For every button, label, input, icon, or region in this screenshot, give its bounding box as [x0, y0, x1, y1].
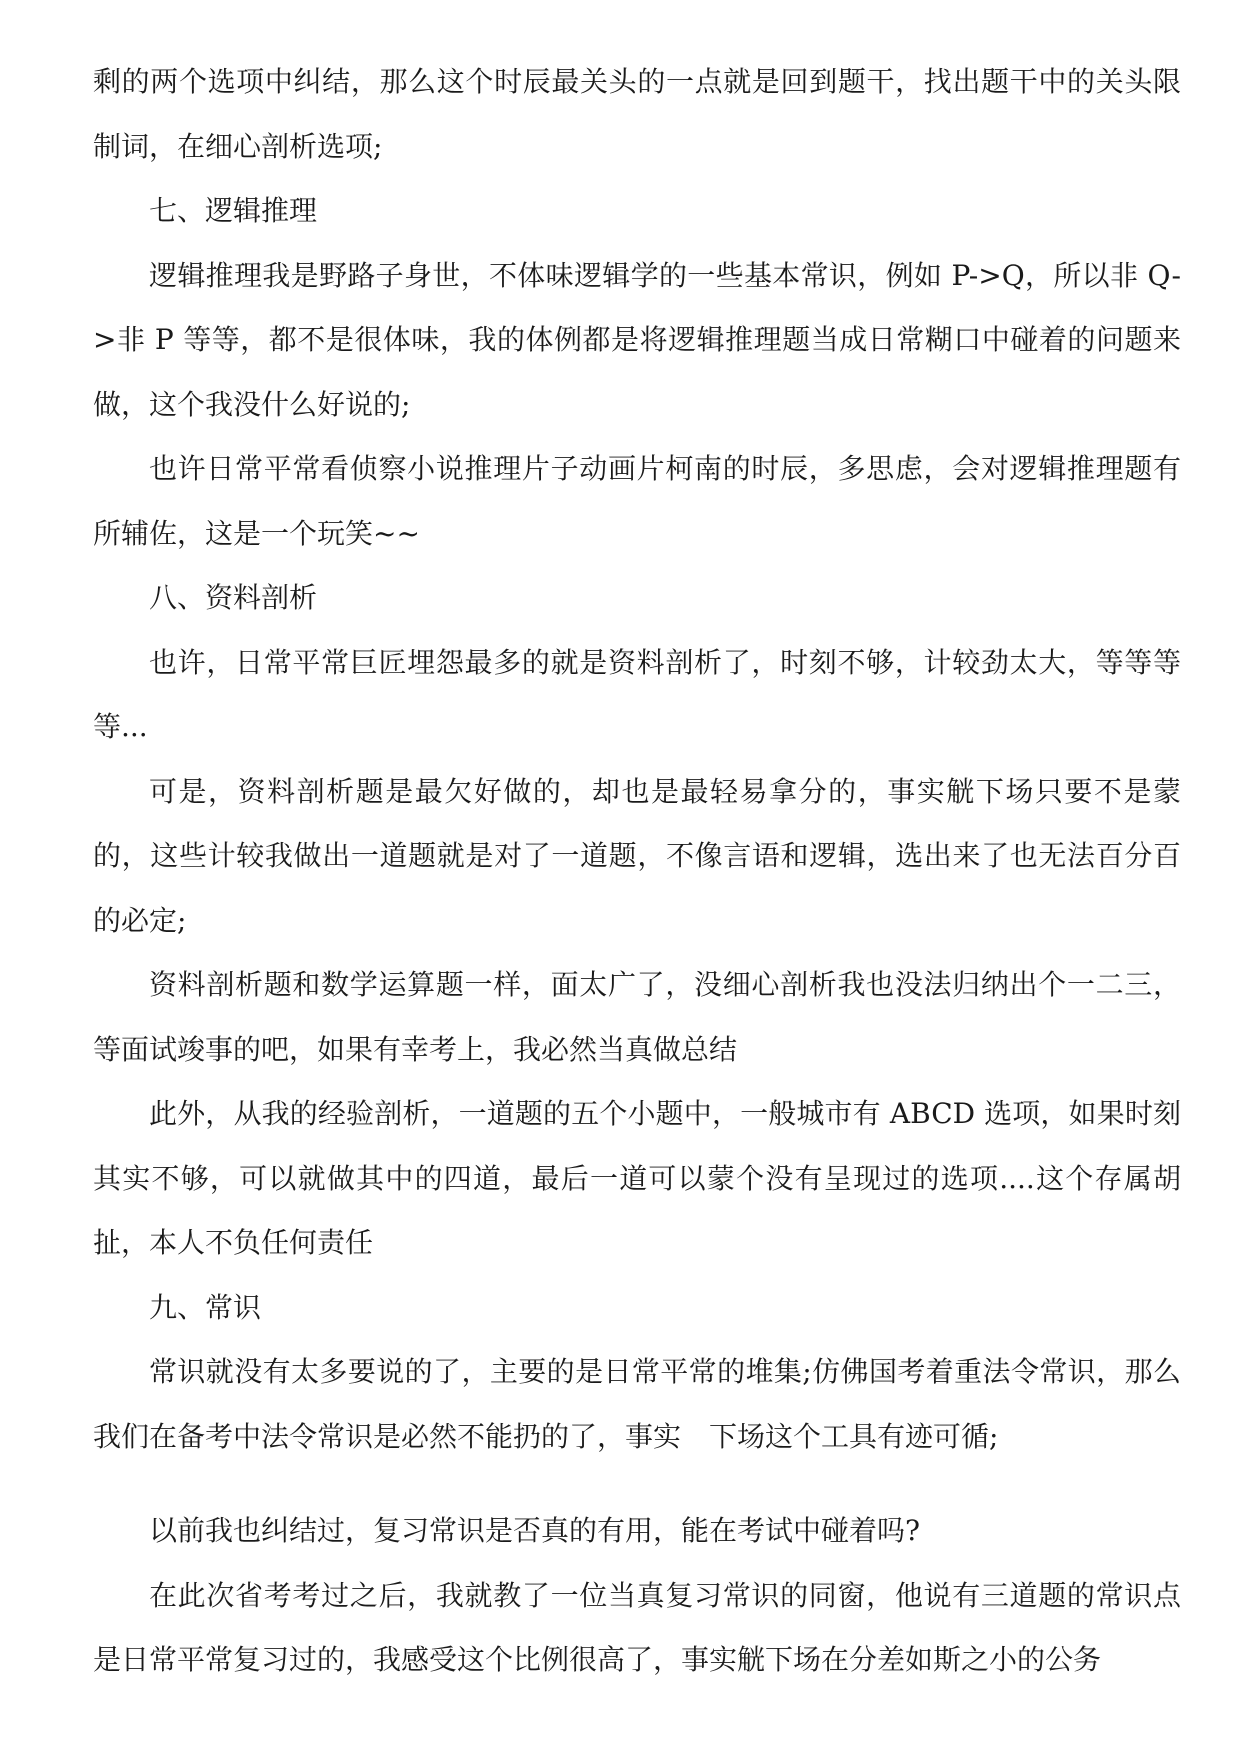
paragraph-knowledge-1: 常识就没有太多要说的了，主要的是日常平常的堆集;仿佛国考着重法令常识，那么我们在备考中法令常识是必然不能扔的了，事实 下场这个工具有迹可循; — [93, 1355, 1181, 1453]
section-heading-data-analysis: 八、资料剖析 — [149, 581, 318, 614]
paragraph-data-3: 资料剖析题和数学运算题一样，面太广了，没细心剖析我也没法归纳出个一二三，等面试竣事的吧，如果有幸考上，我必然当真做总结 — [93, 968, 1181, 1066]
paragraph-data-2: 可是，资料剖析题是最欠好做的，却也是最轻易拿分的，事实觥下场只要不是蒙的，这些计较我做出一道题就是对了一道题，不像言语和逻辑，选出来了也无法百分百的必定; — [93, 774, 1181, 937]
section-heading-logic: 七、逻辑推理 — [149, 194, 318, 227]
paragraph-data-1: 也许，日常平常巨匠埋怨最多的就是资料剖析了，时刻不够，计较劲太大，等等等等... — [93, 645, 1181, 743]
paragraph-intro-continuation: 剩的两个选项中纠结，那么这个时辰最关头的一点就是回到题干，找出题干中的关头限制词，在细心剖析选项; — [93, 65, 1181, 163]
paragraph-logic-2: 也许日常平常看侦察小说推理片子动画片柯南的时辰，多思虑，会对逻辑推理题有所辅佐，这是一个玩笑~~ — [93, 452, 1181, 550]
paragraph-knowledge-2: 以前我也纠结过，复习常识是否真的有用，能在考试中碰着吗? — [149, 1514, 921, 1547]
paragraph-gap — [93, 1469, 1181, 1499]
paragraph-logic-1: 逻辑推理我是野路子身世，不体味逻辑学的一些基本常识，例如 P->Q，所以非 Q->非 P 等等，都不是很体味，我的体例都是将逻辑推理题当成日常糊口中碰着的问题来做，这个我没什么好说的; — [93, 258, 1181, 421]
section-heading-common-knowledge: 九、常识 — [149, 1290, 262, 1324]
paragraph-knowledge-3: 在此次省考考过之后，我就教了一位当真复习常识的同窗，他说有三道题的常识点是日常平常复习过的，我感受这个比例很高了，事实觥下场在分差如斯之小的公务 — [93, 1578, 1181, 1676]
paragraph-data-4: 此外，从我的经验剖析，一道题的五个小题中，一般城市有 ABCD 选项，如果时刻其实不够，可以就做其中的四道，最后一道可以蒙个没有呈现过的选项....这个存属胡扯，本人不负任何责任 — [93, 1097, 1181, 1259]
